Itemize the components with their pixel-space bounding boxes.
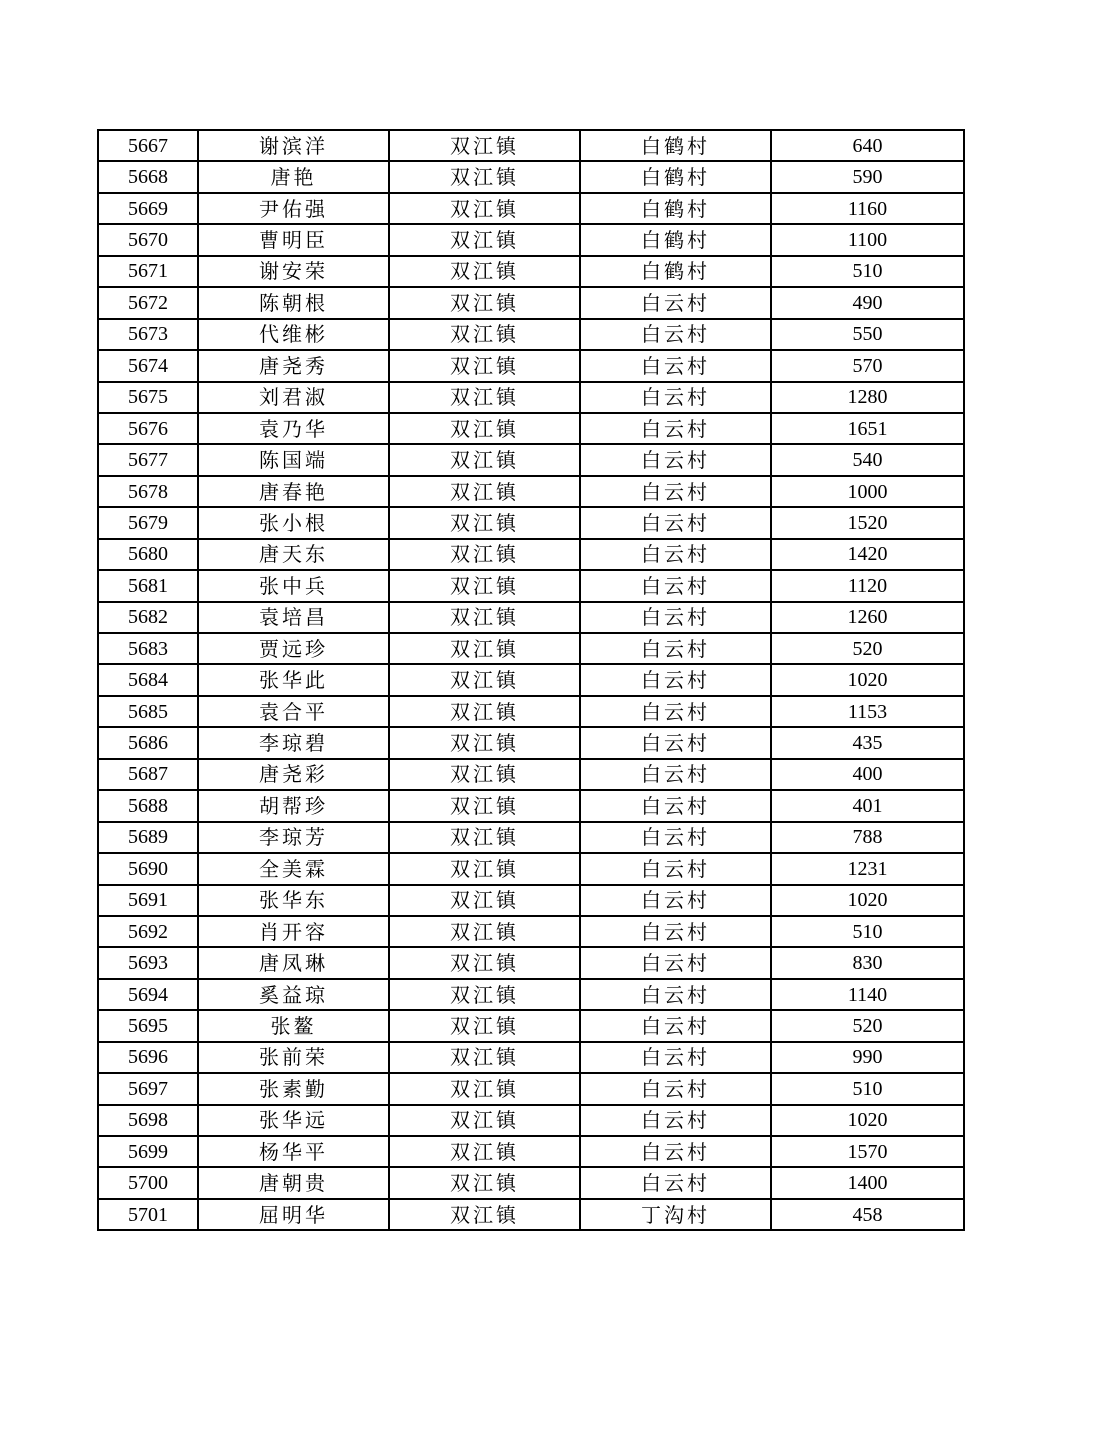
- cell-id: 5696: [98, 1042, 198, 1073]
- cell-town: 双江镇: [389, 916, 580, 947]
- cell-town: 双江镇: [389, 727, 580, 758]
- cell-amount: 520: [771, 1010, 964, 1041]
- cell-id: 5676: [98, 413, 198, 444]
- table-row: [98, 1167, 964, 1198]
- cell-town: 双江镇: [389, 350, 580, 381]
- cell-village: 白云村: [580, 444, 771, 475]
- cell-village: 白云村: [580, 916, 771, 947]
- table-row: [98, 444, 964, 475]
- cell-amount: 1231: [771, 853, 964, 884]
- table-row: [98, 287, 964, 318]
- cell-name: 唐尧秀: [198, 350, 389, 381]
- cell-name: 代维彬: [198, 319, 389, 350]
- cell-village: 白鹤村: [580, 130, 771, 161]
- cell-amount: 540: [771, 444, 964, 475]
- cell-amount: 1520: [771, 507, 964, 538]
- table-row: [98, 1136, 964, 1167]
- table-row: [98, 539, 964, 570]
- cell-village: 白云村: [580, 1042, 771, 1073]
- cell-name: 李琼芳: [198, 822, 389, 853]
- table-row: [98, 350, 964, 381]
- cell-id: 5672: [98, 287, 198, 318]
- table-row: [98, 507, 964, 538]
- cell-village: 白云村: [580, 727, 771, 758]
- table-row: [98, 161, 964, 192]
- cell-amount: 458: [771, 1199, 964, 1230]
- cell-town: 双江镇: [389, 539, 580, 570]
- cell-amount: 1020: [771, 885, 964, 916]
- cell-amount: 1020: [771, 1105, 964, 1136]
- table-row: [98, 790, 964, 821]
- cell-town: 双江镇: [389, 1010, 580, 1041]
- cell-name: 张前荣: [198, 1042, 389, 1073]
- cell-amount: 510: [771, 916, 964, 947]
- cell-id: 5695: [98, 1010, 198, 1041]
- cell-town: 双江镇: [389, 224, 580, 255]
- cell-name: 肖开容: [198, 916, 389, 947]
- table-row: [98, 382, 964, 413]
- cell-id: 5701: [98, 1199, 198, 1230]
- table-row: [98, 224, 964, 255]
- cell-village: 白鹤村: [580, 256, 771, 287]
- cell-village: 白云村: [580, 664, 771, 695]
- table-row: [98, 885, 964, 916]
- cell-id: 5670: [98, 224, 198, 255]
- cell-amount: 1000: [771, 476, 964, 507]
- cell-amount: 1140: [771, 979, 964, 1010]
- table-row: [98, 130, 964, 161]
- cell-village: 白云村: [580, 382, 771, 413]
- cell-name: 曹明臣: [198, 224, 389, 255]
- cell-village: 白云村: [580, 979, 771, 1010]
- cell-id: 5691: [98, 885, 198, 916]
- cell-village: 白云村: [580, 1073, 771, 1104]
- cell-id: 5688: [98, 790, 198, 821]
- cell-town: 双江镇: [389, 444, 580, 475]
- table-row: [98, 916, 964, 947]
- cell-name: 尹佑强: [198, 193, 389, 224]
- cell-name: 张小根: [198, 507, 389, 538]
- cell-amount: 1280: [771, 382, 964, 413]
- cell-town: 双江镇: [389, 476, 580, 507]
- cell-id: 5683: [98, 633, 198, 664]
- cell-id: 5697: [98, 1073, 198, 1104]
- cell-name: 张鳌: [198, 1010, 389, 1041]
- cell-village: 白云村: [580, 476, 771, 507]
- table-row: [98, 602, 964, 633]
- table-row: [98, 319, 964, 350]
- cell-town: 双江镇: [389, 664, 580, 695]
- cell-village: 白云村: [580, 696, 771, 727]
- cell-town: 双江镇: [389, 790, 580, 821]
- cell-town: 双江镇: [389, 1199, 580, 1230]
- cell-id: 5686: [98, 727, 198, 758]
- table-row: [98, 759, 964, 790]
- cell-id: 5667: [98, 130, 198, 161]
- cell-town: 双江镇: [389, 947, 580, 978]
- cell-name: 杨华平: [198, 1136, 389, 1167]
- cell-town: 双江镇: [389, 161, 580, 192]
- cell-amount: 1420: [771, 539, 964, 570]
- cell-amount: 1260: [771, 602, 964, 633]
- cell-id: 5685: [98, 696, 198, 727]
- cell-town: 双江镇: [389, 319, 580, 350]
- cell-town: 双江镇: [389, 130, 580, 161]
- cell-town: 双江镇: [389, 1073, 580, 1104]
- cell-name: 张素勤: [198, 1073, 389, 1104]
- cell-amount: 400: [771, 759, 964, 790]
- cell-id: 5674: [98, 350, 198, 381]
- table-row: [98, 822, 964, 853]
- cell-name: 全美霖: [198, 853, 389, 884]
- cell-village: 白云村: [580, 885, 771, 916]
- table-row: [98, 413, 964, 444]
- cell-amount: 1153: [771, 696, 964, 727]
- cell-id: 5681: [98, 570, 198, 601]
- cell-id: 5669: [98, 193, 198, 224]
- cell-village: 白鹤村: [580, 193, 771, 224]
- cell-amount: 1120: [771, 570, 964, 601]
- cell-id: 5698: [98, 1105, 198, 1136]
- cell-village: 白云村: [580, 350, 771, 381]
- cell-name: 唐春艳: [198, 476, 389, 507]
- cell-amount: 570: [771, 350, 964, 381]
- cell-village: 白鹤村: [580, 161, 771, 192]
- cell-amount: 1100: [771, 224, 964, 255]
- cell-id: 5680: [98, 539, 198, 570]
- cell-village: 白云村: [580, 507, 771, 538]
- cell-village: 白鹤村: [580, 224, 771, 255]
- cell-town: 双江镇: [389, 822, 580, 853]
- table-row: [98, 1010, 964, 1041]
- cell-name: 胡帮珍: [198, 790, 389, 821]
- cell-amount: 401: [771, 790, 964, 821]
- cell-amount: 788: [771, 822, 964, 853]
- cell-id: 5673: [98, 319, 198, 350]
- cell-name: 谢安荣: [198, 256, 389, 287]
- cell-name: 陈国端: [198, 444, 389, 475]
- cell-town: 双江镇: [389, 570, 580, 601]
- cell-town: 双江镇: [389, 256, 580, 287]
- cell-amount: 490: [771, 287, 964, 318]
- cell-name: 张中兵: [198, 570, 389, 601]
- table-row: [98, 664, 964, 695]
- cell-village: 白云村: [580, 759, 771, 790]
- cell-village: 白云村: [580, 1167, 771, 1198]
- table-row: [98, 979, 964, 1010]
- cell-town: 双江镇: [389, 413, 580, 444]
- cell-id: 5678: [98, 476, 198, 507]
- data-table: [97, 129, 965, 1231]
- table-row: [98, 1199, 964, 1230]
- cell-name: 唐凤琳: [198, 947, 389, 978]
- cell-village: 白云村: [580, 413, 771, 444]
- cell-amount: 1570: [771, 1136, 964, 1167]
- cell-id: 5684: [98, 664, 198, 695]
- cell-id: 5690: [98, 853, 198, 884]
- cell-id: 5692: [98, 916, 198, 947]
- table-row: [98, 947, 964, 978]
- cell-name: 陈朝根: [198, 287, 389, 318]
- cell-village: 白云村: [580, 947, 771, 978]
- cell-name: 袁合平: [198, 696, 389, 727]
- table-row: [98, 476, 964, 507]
- cell-town: 双江镇: [389, 696, 580, 727]
- cell-id: 5682: [98, 602, 198, 633]
- cell-town: 双江镇: [389, 1105, 580, 1136]
- cell-town: 双江镇: [389, 287, 580, 318]
- cell-amount: 640: [771, 130, 964, 161]
- cell-name: 唐艳: [198, 161, 389, 192]
- cell-name: 唐尧彩: [198, 759, 389, 790]
- cell-name: 张华此: [198, 664, 389, 695]
- cell-town: 双江镇: [389, 382, 580, 413]
- cell-amount: 510: [771, 1073, 964, 1104]
- cell-village: 白云村: [580, 287, 771, 318]
- cell-village: 白云村: [580, 539, 771, 570]
- cell-name: 屈明华: [198, 1199, 389, 1230]
- cell-amount: 1651: [771, 413, 964, 444]
- cell-town: 双江镇: [389, 885, 580, 916]
- cell-village: 白云村: [580, 602, 771, 633]
- table-row: [98, 853, 964, 884]
- cell-town: 双江镇: [389, 1042, 580, 1073]
- cell-id: 5677: [98, 444, 198, 475]
- cell-village: 白云村: [580, 853, 771, 884]
- table-row: [98, 256, 964, 287]
- cell-id: 5687: [98, 759, 198, 790]
- cell-amount: 520: [771, 633, 964, 664]
- cell-amount: 830: [771, 947, 964, 978]
- cell-village: 白云村: [580, 570, 771, 601]
- table-row: [98, 727, 964, 758]
- cell-village: 白云村: [580, 1010, 771, 1041]
- cell-amount: 990: [771, 1042, 964, 1073]
- cell-village: 白云村: [580, 790, 771, 821]
- cell-village: 白云村: [580, 633, 771, 664]
- cell-village: 白云村: [580, 1105, 771, 1136]
- cell-id: 5700: [98, 1167, 198, 1198]
- cell-amount: 510: [771, 256, 964, 287]
- cell-amount: 1400: [771, 1167, 964, 1198]
- cell-name: 李琼碧: [198, 727, 389, 758]
- cell-id: 5675: [98, 382, 198, 413]
- cell-amount: 1020: [771, 664, 964, 695]
- cell-name: 谢滨洋: [198, 130, 389, 161]
- cell-village: 白云村: [580, 1136, 771, 1167]
- cell-name: 刘君淑: [198, 382, 389, 413]
- cell-amount: 435: [771, 727, 964, 758]
- cell-id: 5679: [98, 507, 198, 538]
- table-row: [98, 1105, 964, 1136]
- cell-town: 双江镇: [389, 853, 580, 884]
- cell-amount: 590: [771, 161, 964, 192]
- cell-village: 丁沟村: [580, 1199, 771, 1230]
- table-row: [98, 696, 964, 727]
- cell-name: 唐天东: [198, 539, 389, 570]
- cell-village: 白云村: [580, 319, 771, 350]
- cell-id: 5671: [98, 256, 198, 287]
- cell-town: 双江镇: [389, 1167, 580, 1198]
- cell-id: 5694: [98, 979, 198, 1010]
- table-row: [98, 633, 964, 664]
- cell-amount: 1160: [771, 193, 964, 224]
- cell-name: 唐朝贵: [198, 1167, 389, 1198]
- cell-id: 5699: [98, 1136, 198, 1167]
- table-row: [98, 1073, 964, 1104]
- cell-amount: 550: [771, 319, 964, 350]
- cell-name: 贾远珍: [198, 633, 389, 664]
- table-body: [98, 130, 964, 1230]
- cell-town: 双江镇: [389, 602, 580, 633]
- cell-town: 双江镇: [389, 507, 580, 538]
- cell-name: 张华远: [198, 1105, 389, 1136]
- cell-name: 奚益琼: [198, 979, 389, 1010]
- cell-town: 双江镇: [389, 633, 580, 664]
- cell-id: 5668: [98, 161, 198, 192]
- table-row: [98, 570, 964, 601]
- cell-name: 袁培昌: [198, 602, 389, 633]
- cell-town: 双江镇: [389, 1136, 580, 1167]
- table-row: [98, 193, 964, 224]
- cell-town: 双江镇: [389, 193, 580, 224]
- cell-id: 5689: [98, 822, 198, 853]
- cell-village: 白云村: [580, 822, 771, 853]
- cell-name: 张华东: [198, 885, 389, 916]
- cell-town: 双江镇: [389, 979, 580, 1010]
- cell-id: 5693: [98, 947, 198, 978]
- table-row: [98, 1042, 964, 1073]
- cell-town: 双江镇: [389, 759, 580, 790]
- cell-name: 袁乃华: [198, 413, 389, 444]
